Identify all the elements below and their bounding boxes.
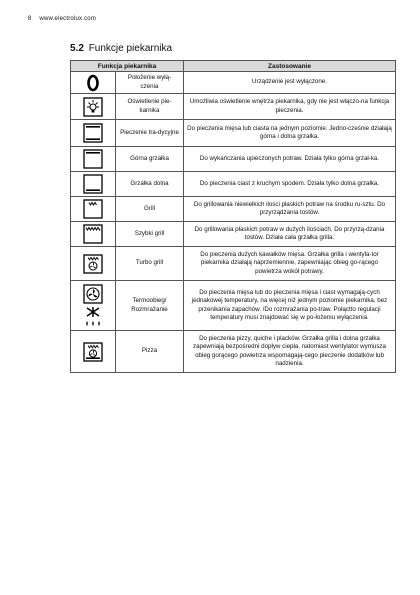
function-name: Turbo grill [116, 247, 184, 281]
icon-cell [71, 172, 116, 197]
function-name: Termoobieg/ Rozmrażanie [116, 281, 184, 331]
table-row [71, 147, 396, 172]
oven-functions-table [70, 60, 396, 373]
icon-cell [71, 120, 116, 147]
top-heat-icon [83, 149, 103, 169]
table-row [71, 197, 396, 222]
function-description: Urządzenie jest wyłączone. [184, 72, 396, 94]
table-row [71, 331, 396, 373]
function-name: Położenie wyłą-czenia [116, 72, 184, 94]
function-description: Do pieczenia pizzy, quiche i placków. Grzałka grilla i dolna grzałka zapewniają bezpośredni dopływ ciepła, natomiast wentylator wymusza obieg gorącego powietrza wspomagają-cego pieczenie dodatków lub nadzienia. [184, 331, 396, 373]
icon-cell [71, 197, 116, 222]
table-header-row [71, 61, 396, 72]
function-name: Oświetlenie pie-karnika [116, 94, 184, 120]
function-name: Grzałka dolna [116, 172, 184, 197]
icon-cell [71, 147, 116, 172]
icon-cell [71, 247, 116, 281]
function-description: Do pieczenia dużych kawałków mięsa. Grzałka grilla i wentyla-tor piekarnika działają naprzemiennie, zapewniając obieg go-rącego powietrza wokół potrawy. [184, 247, 396, 281]
bottom-heat-icon [83, 174, 103, 194]
table-row [71, 247, 396, 281]
section-number: 5.2 [70, 43, 84, 54]
website-url: www.electrolux.com [39, 16, 97, 22]
table-row [71, 72, 396, 94]
function-description: Do pieczenia ciast z kruchym spodem. Działa tylko dolna grzałka. [184, 172, 396, 197]
oven-lamp-icon [83, 97, 103, 117]
table-row [71, 120, 396, 147]
function-description: Do grillowania płaskich potraw w dużych ilościach. Do przyrzą-dzania tostów. Działa cała grzałka grilla. [184, 222, 396, 247]
function-name: Pizza [116, 331, 184, 373]
table-row [71, 94, 396, 120]
table-row [71, 172, 396, 197]
icon-cell [71, 281, 116, 331]
fast-grill-icon [83, 224, 103, 244]
icon-cell [71, 331, 116, 373]
icon-cell [71, 94, 116, 120]
grill-icon [83, 199, 103, 219]
icon-cell [71, 222, 116, 247]
function-description: Do pieczenia mięsa lub do pieczenia mięsa i ciast wymagają-cych jednakowej temperatury, na więcej niż jednym poziomie piekarnika, bez przenikania zapachów. /Do rozmrażania po-traw. Połąctto regulacji temperatury musi znajdować się w po-łożeniu wyłączenia. [184, 281, 396, 331]
header-use: Zastosowanie [184, 61, 396, 72]
function-name: Pieczenie tra-dycyjne [116, 120, 184, 147]
table-row [71, 222, 396, 247]
function-name: Szybki grill [116, 222, 184, 247]
table-row [71, 281, 396, 331]
pizza-icon [83, 342, 103, 362]
top-bottom-heat-icon [83, 123, 103, 143]
function-name: Górna grzałka [116, 147, 184, 172]
function-description: Do pieczenia mięsa lub ciasta na jednym poziomie. Jedno-cześnie działają górna i dolna grzałka. [184, 120, 396, 147]
function-description: Umożliwia oświetlenie wnętrza piekarnika, gdy nie jest włączo-na funkcja pieczenia. [184, 94, 396, 120]
function-name: Grill [116, 197, 184, 222]
zero-symbol-icon [86, 74, 100, 92]
fan-defrost-icon [83, 284, 103, 328]
function-description: Do grillowania niewielkich ilości płaskich potraw na środku ru-sztu. Do przyrządzania tostów. [184, 197, 396, 222]
page-number: 8 [28, 16, 32, 22]
icon-cell [71, 72, 116, 94]
page-header [28, 16, 96, 22]
section-heading: Funkcje piekarnika [88, 43, 173, 54]
turbo-grill-icon [83, 254, 103, 274]
header-function: Funkcja piekarnika [71, 61, 184, 72]
function-description: Do wykańczania upieczonych potraw. Działa tylko górna grzał-ka. [184, 147, 396, 172]
section-title [70, 43, 172, 54]
